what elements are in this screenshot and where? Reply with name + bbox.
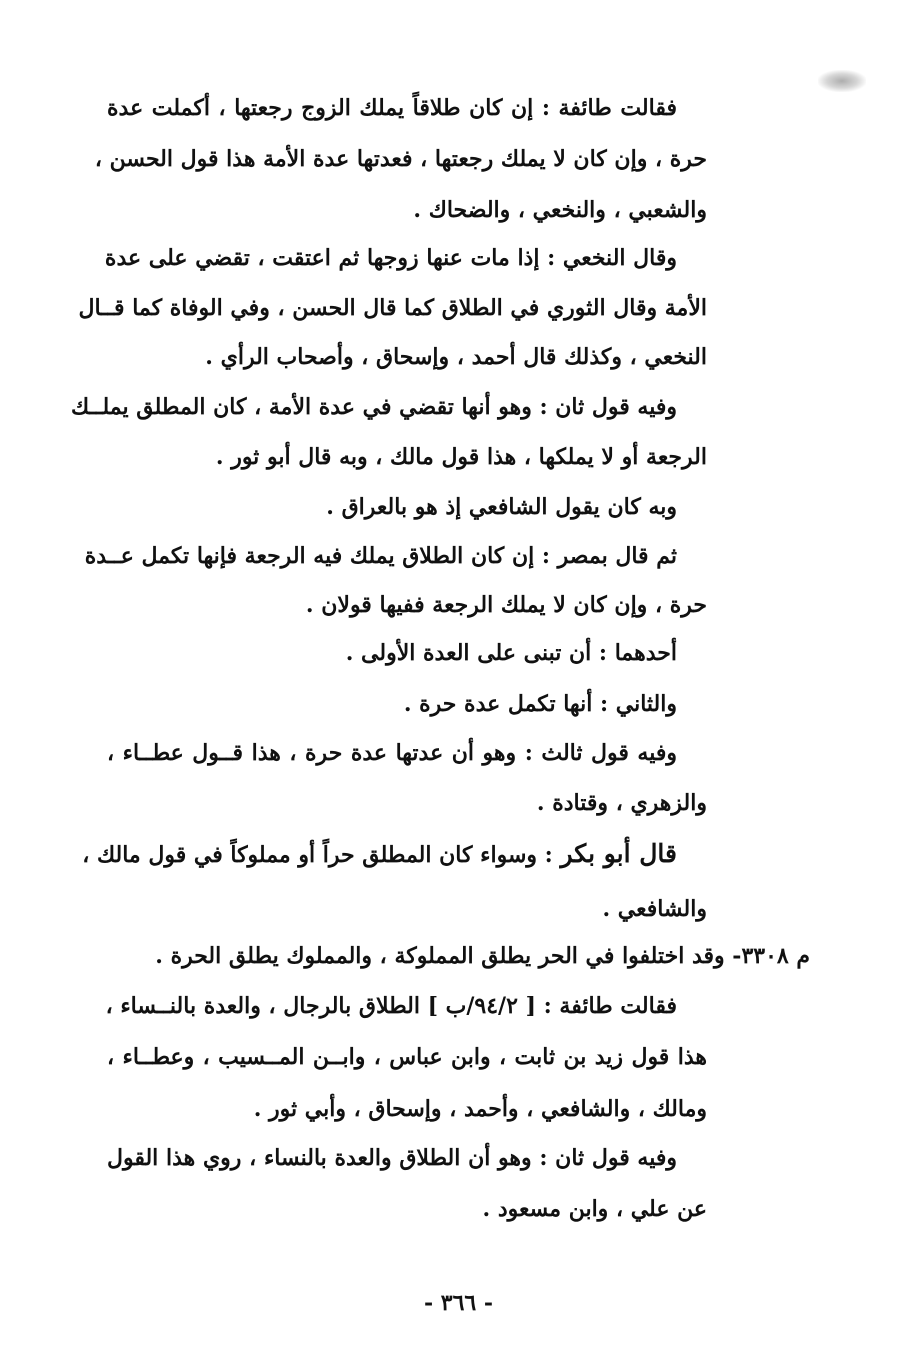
text-line [82,838,677,871]
text-line: الرجعة أو لا يملكها ، هذا قول مالك ، وبه قال أبو ثور . [215,444,707,470]
text-line: والزهري ، وقتادة . [536,790,707,816]
text-line: والشعبي ، والنخعي ، والضحاك . [413,197,707,223]
text-line: حرة ، وإن كان لا يملك رجعتها ، فعدتها عدة الأمة هذا قول الحسن ، [94,146,707,172]
text-line: وفيه قول ثان : وهو أنها تقضي في عدة الأمة ، كان المطلق يملــك [71,394,677,420]
speaker-name: قال أبو بكر [560,839,677,868]
text-line: والشافعي . [602,896,707,922]
text-line: الأمة وقال الثوري في الطلاق كما قال الحسن ، وفي الوفاة كما قــال [78,295,707,321]
text-line: فقالت طائفة : [ ٩٤/٢/ب ] الطلاق بالرجال ، والعدة بالنــساء ، [105,993,677,1019]
text-line: وفيه قول ثالث : وهو أن عدتها عدة حرة ، هذا قــول عطــاء ، [107,740,677,766]
text-line: وقال النخعي : إذا مات عنها زوجها ثم اعتقت ، تقضي على عدة [104,245,677,271]
numbered-issue-line: م ٣٣٠٨- وقد اختلفوا في الحر يطلق المملوكة ، والمملوك يطلق الحرة . [155,943,810,969]
text-line: وبه كان يقول الشافعي إذ هو بالعراق . [326,494,677,520]
text-line: عن علي ، وابن مسعود . [482,1196,707,1222]
text-line: والثاني : أنها تكمل عدة حرة . [403,691,677,717]
text-line: هذا قول زيد بن ثابت ، وابن عباس ، وابــن المــسيب ، وعطــاء ، [107,1044,707,1070]
page-number: - ٣٦٦ - [423,1290,494,1316]
speaker-text: : وسواء كان المطلق حراً أو مملوكاً في قول مالك ، [82,842,553,868]
text-line: وفيه قول ثان : وهو أن الطلاق والعدة بالنساء ، روي هذا القول [107,1145,677,1171]
text-line: ومالك ، والشافعي ، وأحمد ، وإسحاق ، وأبي ثور . [253,1096,707,1122]
text-line: حرة ، وإن كان لا يملك الرجعة ففيها قولان . [305,592,707,618]
text-line: النخعي ، وكذلك قال أحمد ، وإسحاق ، وأصحاب الرأي . [205,344,707,370]
text-line: فقالت طائفة : إن كان طلاقاً يملك الزوج رجعتها ، أكملت عدة [107,95,677,121]
text-line: أحدهما : أن تبنى على العدة الأولى . [345,640,677,666]
text-line: ثم قال بمصر : إن كان الطلاق يملك فيه الرجعة فإنها تكمل عــدة [84,543,677,569]
scan-smudge [818,70,866,92]
